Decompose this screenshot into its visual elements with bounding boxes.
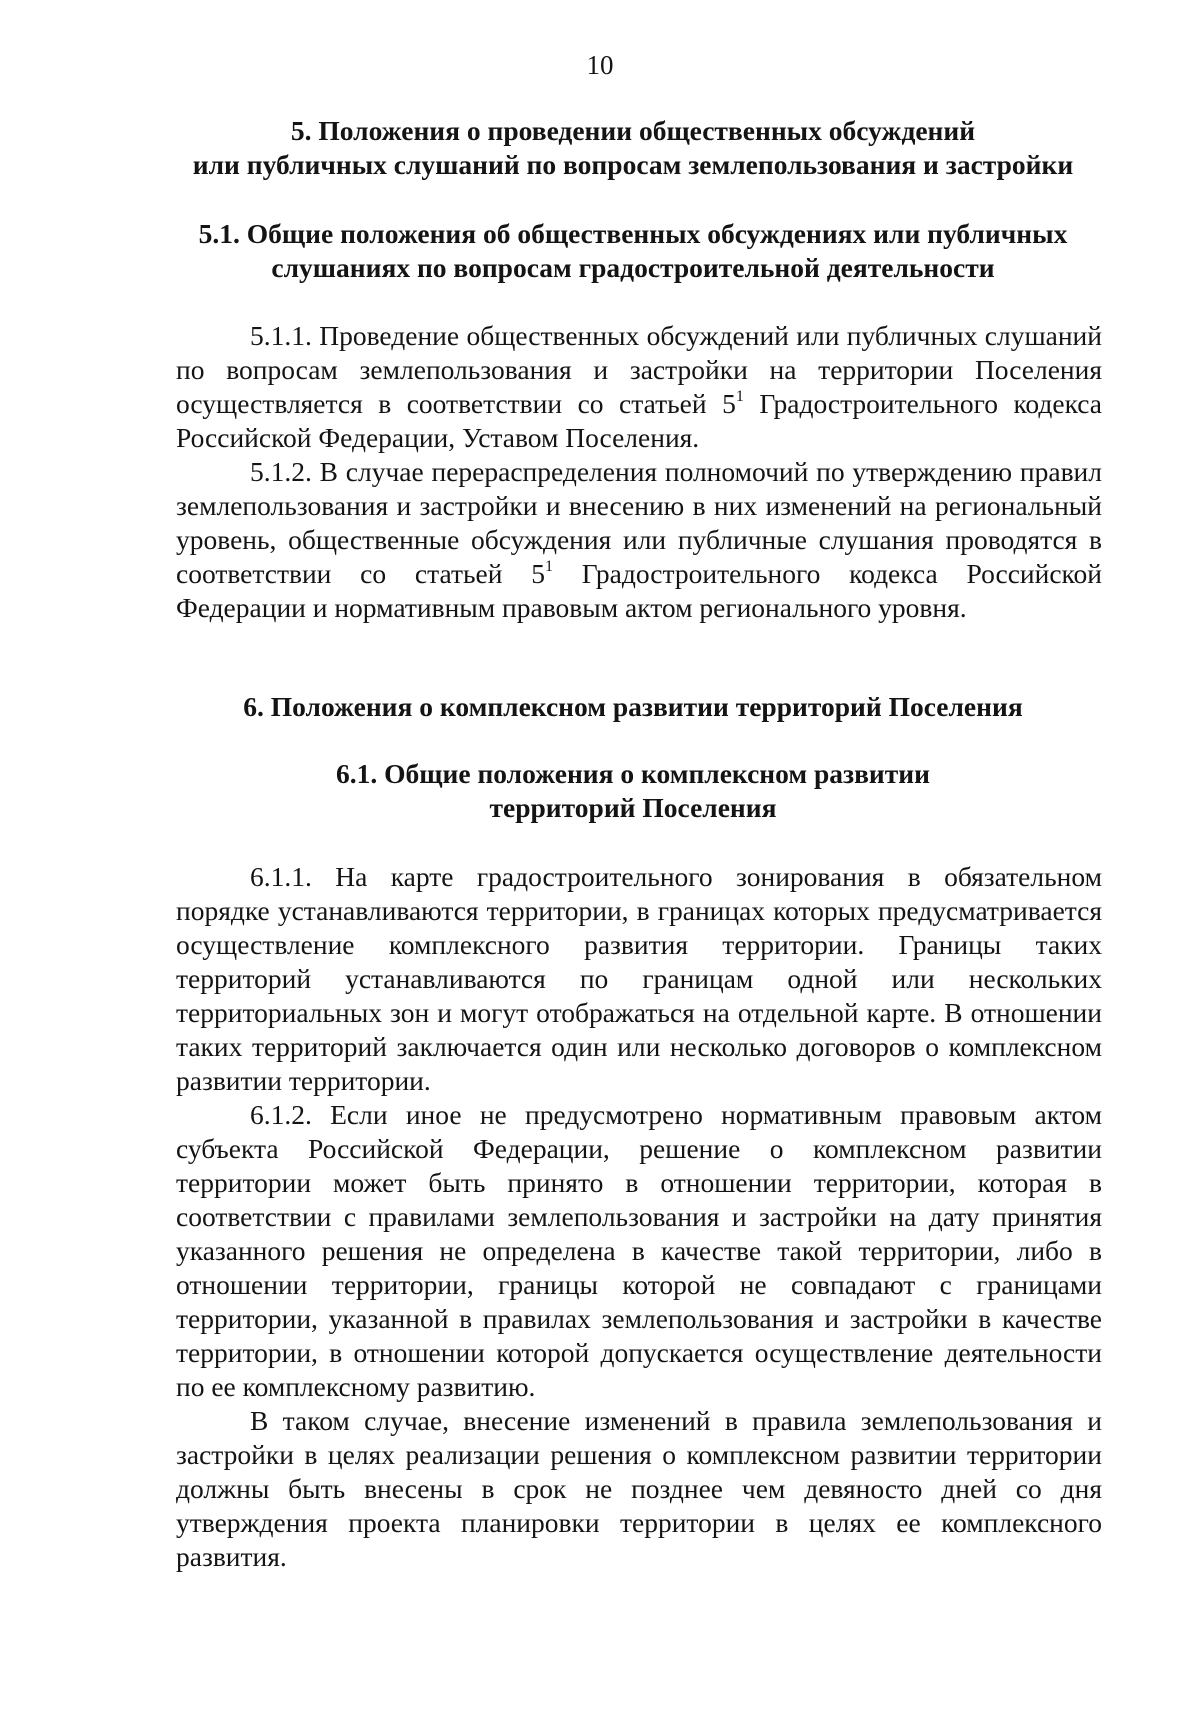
section-5-1-heading	[150, 217, 1116, 285]
section-6-heading	[150, 690, 1116, 724]
paragraph-5-1-2	[176, 455, 1102, 625]
section-6-1-body	[176, 860, 1102, 1574]
paragraph-5-1-1	[176, 319, 1102, 455]
section-5-1-heading-line1: 5.1. Общие положения об общественных обсуждениях или публичных	[198, 218, 1068, 249]
section-5-heading	[150, 114, 1116, 182]
paragraph-6-1-3: В таком случае, внесение изменений в правила землепользования и застройки в целях реализации решения о комплексном развитии территории должны быть внесены в срок не позднее чем девяносто дней со дня утверждения проекта планировки территории в целях ее комплексного развития.	[176, 1405, 1102, 1572]
section-5-heading-line1: 5. Положения о проведении общественных обсуждений	[290, 115, 976, 146]
section-6-1-heading-line1: 6.1. Общие положения о комплексном развитии	[336, 758, 930, 789]
page-number: 10	[586, 50, 614, 80]
section-6-heading-line: 6. Положения о комплексном развитии территорий Поселения	[243, 691, 1023, 722]
paragraph-5-1-1-text: 5.1.1. Проведение общественных обсуждений или публичных слушаний по вопросам землепользования и застройки на территории Поселения осуществляется в соответствии со статьей 5	[176, 320, 1102, 419]
paragraph-5-1-2-text: 5.1.2. В случае перераспределения полномочий по утверждению правил землепользования и застройки и внесению в них изменений на региональный уровень, общественные обсуждения или публичные слушания проводятся в соответствии со статьей 5	[176, 456, 1102, 589]
superscript-article-number: 1	[735, 388, 744, 405]
section-5-1-body	[176, 319, 1102, 625]
section-6-1-heading	[150, 757, 1116, 825]
section-5-heading-line2: или публичных слушаний по вопросам землепользования и застройки	[192, 149, 1074, 180]
paragraph-5-1-2-text-end: Градостроительного кодекса Российской Федерации и нормативным правовым актом регионального уровня.	[176, 558, 1102, 623]
paragraph-6-1-2: 6.1.2. Если иное не предусмотрено нормативным правовым актом субъекта Российской Федерации, решение о комплексном развитии территории может быть принято в отношении территории, которая в соответствии с правилами землепользования и застройки на дату принятия указанного решения не определена в качестве такой территории, либо в отношении территории, границы которой не совпадают с границами территории, указанной в правилах землепользования и застройки в качестве территории, в отношении которой допускается осуществление деятельности по ее комплексному развитию.	[176, 1099, 1102, 1402]
section-6-1-heading-line2: территорий Поселения	[489, 792, 777, 823]
paragraph-5-1-1-text-end: Градостроительного кодекса Российской Федерации, Уставом Поселения.	[176, 388, 1102, 453]
superscript-article-number: 1	[544, 558, 553, 575]
paragraph-6-1-1: 6.1.1. На карте градостроительного зонирования в обязательном порядке устанавливаются территории, в границах которых предусматривается осуществление комплексного развития территории. Границы таких территорий устанавливаются по границам одной или нескольких территориальных зон и могут отображаться на отдельной карте. В отношении таких территорий заключается один или несколько договоров о комплексном развитии территории.	[176, 861, 1102, 1096]
section-5-1-heading-line2: слушаниях по вопросам градостроительной деятельности	[271, 252, 995, 283]
